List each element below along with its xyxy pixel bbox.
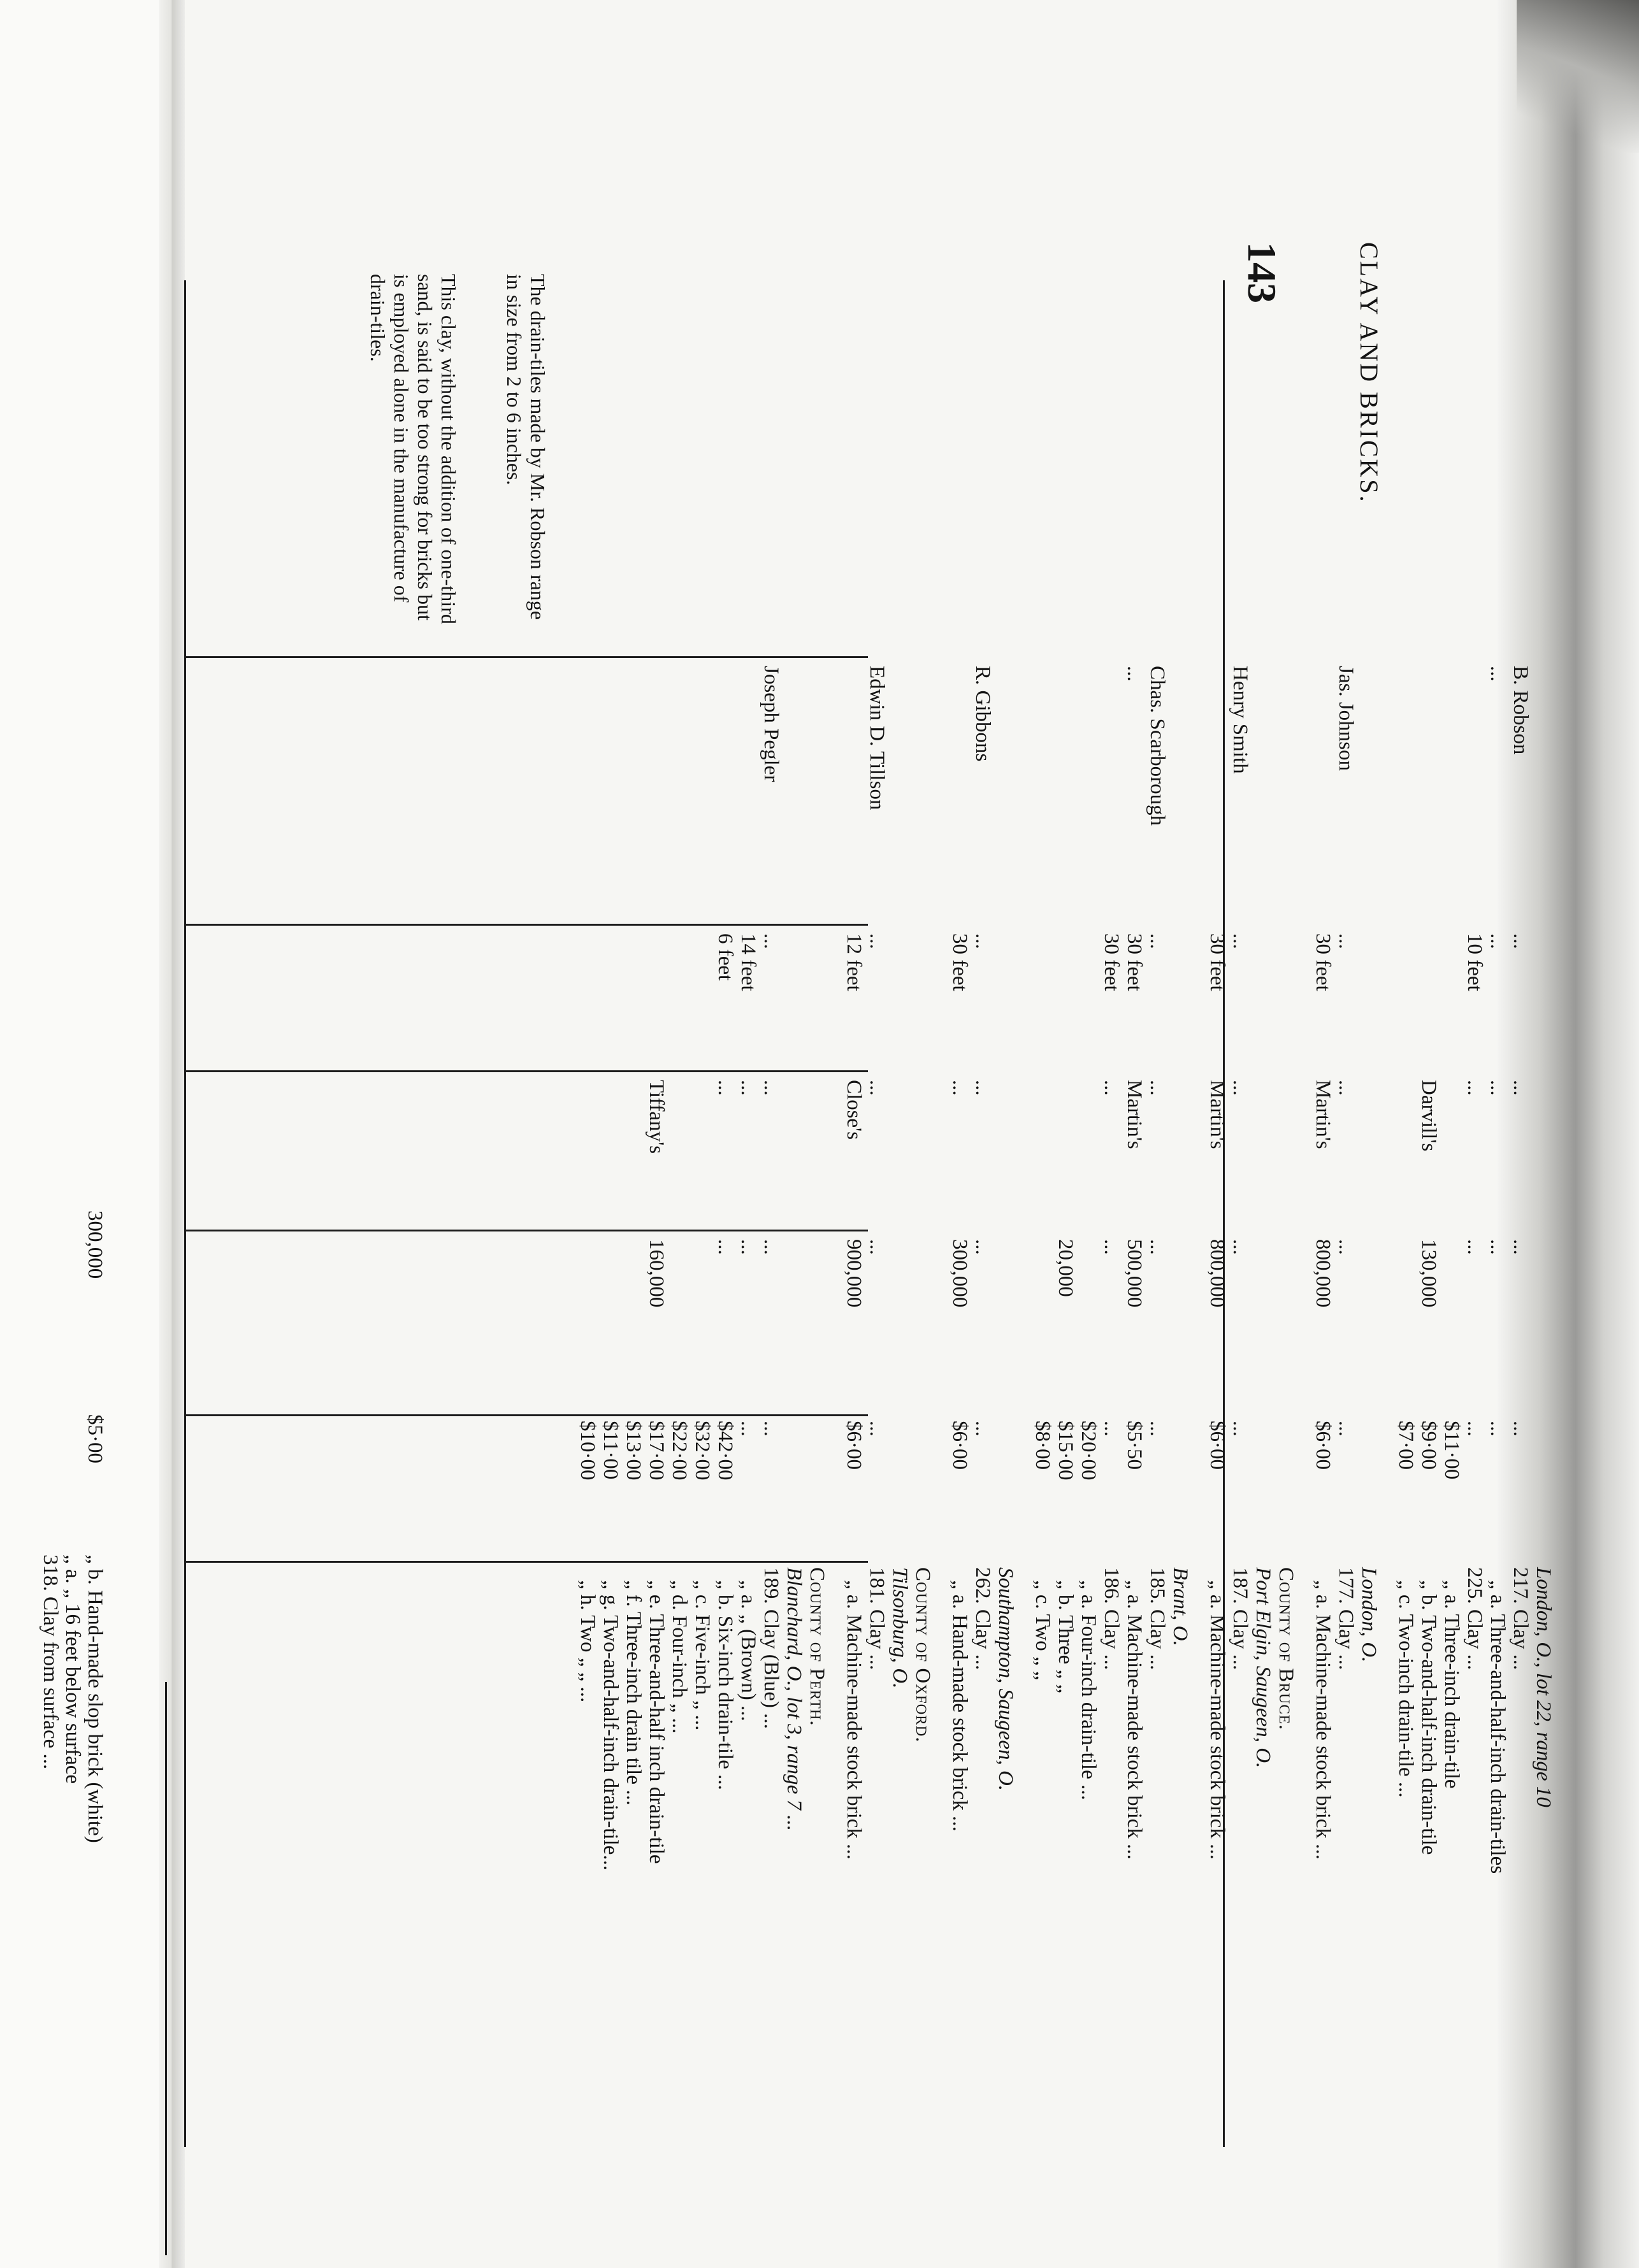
entry-depth: ... (1146, 933, 1169, 949)
entry-price: $6·00 (1206, 1421, 1229, 1470)
entry-depth: 30 feet (1123, 933, 1146, 991)
entry-depth: ... (865, 933, 888, 949)
place-heading: Blanchard, O., lot 3, range 7 ... (783, 1567, 805, 1831)
col-rule-owner-remark (186, 656, 868, 658)
entry-price: $22·00 (668, 1421, 691, 1481)
remark-robson: The drain-tiles made by Mr. Robson range in size from 2 to 6 inches. (503, 274, 549, 620)
entry-price: $6·00 (842, 1421, 865, 1470)
entry-label: „ a. Four-inch drain-tile ... (1077, 1580, 1100, 1800)
entry-machine: Tiffany's (645, 1080, 668, 1154)
entry-quantity: ... (714, 1239, 737, 1255)
entry-quantity: ... (760, 1239, 783, 1255)
entry-label: „ a. Hand-made stock brick ... (948, 1580, 971, 1832)
prev-quantity: 300,000 (83, 1210, 106, 1279)
entry-price: ... (971, 1421, 994, 1437)
entry-owner: Joseph Pegler (760, 666, 783, 782)
entry-quantity: 300,000 (948, 1239, 971, 1308)
entry-label: „ b. Three „ „ (1054, 1580, 1077, 1694)
entry-quantity: 500,000 (1123, 1239, 1146, 1308)
entry-label: „ g. Two-and-half-inch drain-tile... (599, 1580, 622, 1871)
table-top-rule (184, 280, 186, 2147)
entry-price: ... (1229, 1421, 1252, 1437)
entry-owner: R. Gibbons (971, 666, 994, 762)
entry-label: „ b. Two-and-half-inch drain-tile (1417, 1580, 1440, 1855)
entry-depth: ... (1509, 933, 1532, 949)
entry-machine: Martin's (1206, 1080, 1229, 1149)
col-rule-entry-price (186, 1561, 868, 1563)
entry-price: $5·50 (1123, 1421, 1146, 1470)
entry-owner: B. Robson (1509, 666, 1532, 755)
entry-quantity: ... (1100, 1239, 1123, 1255)
entry-price: $20·00 (1077, 1421, 1100, 1481)
running-head: CLAY AND BRICKS. (1355, 242, 1383, 504)
entry-label: „ c. Five-inch „ ... (691, 1580, 714, 1731)
entry-label: 177. Clay ... (1334, 1567, 1357, 1670)
entry-machine: Darvill's (1417, 1080, 1440, 1152)
entry-price: ... (737, 1421, 760, 1437)
county-heading: County of Oxford. (911, 1567, 934, 1743)
entry-depth: 12 feet (842, 933, 865, 991)
prev-rule (165, 1682, 167, 2255)
entry-depth: ... (1486, 933, 1509, 949)
col-rule-price-qty (186, 1414, 868, 1416)
entry-machine: Martin's (1311, 1080, 1334, 1149)
entry-label: 189. Clay (Blue) ... (760, 1567, 783, 1729)
entry-price: ... (1334, 1421, 1357, 1437)
entry-price: $15·00 (1054, 1421, 1077, 1481)
entry-label: „ d. Four-inch „ ... (668, 1580, 691, 1734)
entry-label: „ f. Three-inch drain tile ... (622, 1580, 645, 1805)
entry-price: $42·00 (714, 1421, 737, 1481)
entry-label: „ e. Three-and-half inch drain-tile (645, 1580, 668, 1864)
place-heading: Southampton, Saugeen, O. (994, 1567, 1017, 1791)
entry-quantity: 800,000 (1206, 1239, 1229, 1308)
entry-machine: ... (714, 1080, 737, 1096)
entry-price: ... (1486, 1421, 1509, 1437)
entry-owner: Edwin D. Tillson (865, 666, 888, 810)
entry-machine: ... (1229, 1080, 1252, 1096)
entry-price: $9·00 (1417, 1421, 1440, 1470)
entry-quantity: ... (1486, 1239, 1509, 1255)
entry-label: „ a. Machine-made stock brick ... (842, 1580, 865, 1860)
entry-quantity: 130,000 (1417, 1239, 1440, 1308)
col-rule-qty-maker (186, 1230, 868, 1231)
entry-depth: 6 feet (714, 933, 737, 981)
entry-price: ... (760, 1421, 783, 1437)
place-heading: Tilsonburg, O. (888, 1567, 911, 1689)
entry-label: „ h. Two „ „ ... (576, 1580, 599, 1703)
entry-machine: ... (971, 1080, 994, 1096)
entry-label: „ b. Six-inch drain-tile ... (714, 1580, 737, 1790)
entry-quantity: ... (971, 1239, 994, 1255)
entry-depth: ... (1229, 933, 1252, 949)
entry-price: $11·00 (599, 1421, 622, 1480)
page-number: 143 (1239, 242, 1285, 303)
entry-label: 225. Clay ... (1463, 1567, 1486, 1670)
entry-depth: ... (971, 933, 994, 949)
place-heading: Brant, O. (1169, 1567, 1192, 1646)
entry-label: 262. Clay ... (971, 1567, 994, 1670)
entry-owner: Jas. Johnson (1334, 666, 1357, 772)
place-heading: London, O., lot 22, range 10 (1532, 1567, 1555, 1807)
entry-label: 181. Clay ... (865, 1567, 888, 1670)
entry-machine: ... (1146, 1080, 1169, 1096)
entry-depth: 10 feet (1463, 933, 1486, 991)
entry-price: ... (1100, 1421, 1123, 1437)
entry-quantity: ... (1229, 1239, 1252, 1255)
entry-label: „ c. Two-inch drain-tile ... (1394, 1580, 1417, 1798)
entry-label: „ a. Machine-made stock brick ... (1206, 1580, 1229, 1860)
entry-depth: 30 feet (1311, 933, 1334, 991)
prev-price: $5·00 (83, 1414, 106, 1463)
entry-machine: ... (1334, 1080, 1357, 1096)
entry-depth: ... (760, 933, 783, 949)
entry-depth: 30 feet (1100, 933, 1123, 991)
entry-quantity: ... (737, 1239, 760, 1255)
entry-depth: 30 feet (1206, 933, 1229, 991)
entry-price: $11·00 (1440, 1421, 1463, 1480)
entry-owner: Henry Smith (1229, 666, 1252, 774)
entry-depth: 14 feet (737, 933, 760, 991)
entry-machine: ... (1463, 1080, 1486, 1096)
entry-price: $32·00 (691, 1421, 714, 1481)
entry-label: 185. Clay ... (1146, 1567, 1169, 1670)
entry-quantity: 800,000 (1311, 1239, 1334, 1308)
entry-price: $10·00 (576, 1421, 599, 1481)
entry-quantity: 900,000 (842, 1239, 865, 1308)
prev-line-3: „ b. Hand-made slop brick (white) (83, 1554, 106, 1843)
entry-quantity: 20,000 (1054, 1239, 1077, 1297)
entry-price: $13·00 (622, 1421, 645, 1481)
entry-price: ... (1509, 1421, 1532, 1437)
entry-label: 186. Clay ... (1100, 1567, 1123, 1670)
entry-machine: ... (1486, 1080, 1509, 1096)
entry-machine: ... (760, 1080, 783, 1096)
col-rule-maker-depth (186, 1070, 868, 1072)
entry-quantity: ... (1463, 1239, 1486, 1255)
entry-price: $6·00 (1311, 1421, 1334, 1470)
county-heading: County of Perth. (805, 1567, 828, 1726)
entry-quantity: ... (1334, 1239, 1357, 1255)
col-rule-depth-owner (186, 924, 868, 926)
entry-price: $6·00 (948, 1421, 971, 1470)
entry-label: „ a. Three-inch drain-tile (1440, 1580, 1463, 1789)
entry-price: ... (1463, 1421, 1486, 1437)
prev-line-2: „ a. „ 16 feet below surface (61, 1554, 84, 1784)
entry-quantity: ... (865, 1239, 888, 1255)
entry-owner: ... (1123, 666, 1146, 682)
entry-price: $8·00 (1031, 1421, 1054, 1470)
entry-quantity: ... (1509, 1239, 1532, 1255)
entry-label: „ a. Machine-made stock brick ... (1123, 1580, 1146, 1860)
entry-label: „ a. „ (Brown) ... (737, 1580, 760, 1721)
entry-machine: ... (865, 1080, 888, 1096)
entry-label: „ a. Machine-made stock brick ... (1311, 1580, 1334, 1860)
entry-label: „ c. Two „ „ (1031, 1580, 1054, 1681)
entry-machine: ... (737, 1080, 760, 1096)
entry-owner: ... (1486, 666, 1509, 682)
entry-price: $17·00 (645, 1421, 668, 1481)
remark-scarborough: This clay, without the addition of one-third sand, is said to be too strong for bricks but is employed alone in the manufacture of drain-tiles. (366, 274, 460, 624)
entry-label: „ a. Three-and-half-inch drain-tiles (1486, 1580, 1509, 1874)
entry-machine: ... (948, 1080, 971, 1096)
entry-quantity: ... (1146, 1239, 1169, 1255)
entry-price: ... (1146, 1421, 1169, 1437)
entry-machine: ... (1100, 1080, 1123, 1096)
entry-label: 217. Clay ... (1509, 1567, 1532, 1670)
prev-line-1: 318. Clay from surface ... (39, 1554, 62, 1770)
place-heading: London, O. (1357, 1567, 1380, 1663)
entry-depth: 30 feet (948, 933, 971, 991)
entry-machine: Close's (842, 1080, 865, 1140)
entry-label: 187. Clay ... (1229, 1567, 1252, 1670)
entry-depth: ... (1334, 933, 1357, 949)
entry-price: ... (865, 1421, 888, 1437)
entry-machine: ... (1509, 1080, 1532, 1096)
table-bottom-rule (1223, 280, 1225, 2147)
entry-owner: Chas. Scarborough (1146, 666, 1169, 826)
entry-machine: Martin's (1123, 1080, 1146, 1149)
entry-price: $7·00 (1394, 1421, 1417, 1470)
place-heading: Port Elgin, Saugeen, O. (1252, 1567, 1274, 1769)
entry-quantity: 160,000 (645, 1239, 668, 1308)
county-heading: County of Bruce. (1274, 1567, 1297, 1731)
